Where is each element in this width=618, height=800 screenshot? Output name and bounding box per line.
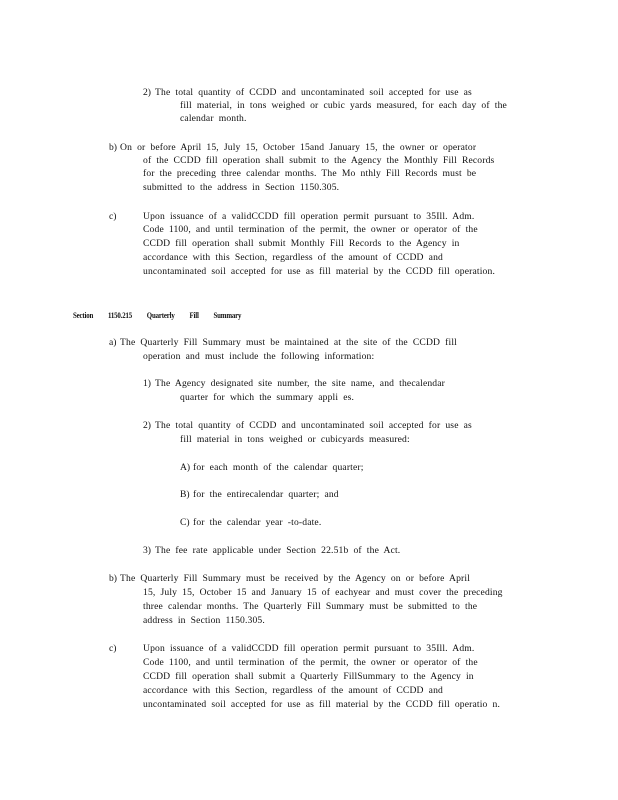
paragraph-line: three calendar months. The Quarterly Fill Summary must be submitted to the	[143, 601, 478, 612]
item-label: 2)	[143, 420, 151, 431]
paragraph-line: for the calendar year -to-date.	[193, 517, 322, 528]
section-title-word: Quarterly	[146, 311, 175, 320]
paragraph-line: accordance with this Section, regardless of the amount of CCDD and	[143, 252, 443, 263]
paragraph-line: quarter for which the summary appli es.	[180, 392, 355, 403]
paragraph-line: CCDD fill operation shall submit a Quarterly FillSummary to the Agency in	[143, 671, 474, 682]
item-label: A)	[180, 462, 191, 473]
paragraph-line: uncontaminated soil accepted for use as fill material by the CCDD fill operatio n.	[143, 699, 501, 710]
paragraph-line: 15, July 15, October 15 and January 15 of eachyear and must cover the preceding	[143, 587, 503, 598]
paragraph-line: for the entirecalendar quarter; and	[193, 489, 339, 500]
paragraph-line: The fee rate applicable under Section 22.51b of the Act.	[155, 545, 401, 556]
section-title-word: Summary	[213, 311, 242, 320]
section-heading	[73, 309, 256, 323]
paragraph-line: uncontaminated soil accepted for use as fill material by the CCDD fill operation.	[143, 266, 495, 277]
item-label: c)	[109, 643, 117, 654]
section-number: 1150.215	[107, 311, 133, 320]
item-label: 2)	[143, 87, 151, 98]
paragraph-line: Code 1100, and until termination of the permit, the owner or operator of the	[143, 224, 478, 235]
paragraph-line: of the CCDD fill operation shall submit to the Agency the Monthly Fill Records	[143, 155, 495, 166]
paragraph-line: The Quarterly Fill Summary must be received by the Agency on or before April	[120, 573, 471, 584]
paragraph-line: The Agency designated site number, the site name, and thecalendar	[155, 378, 446, 389]
paragraph-line: On or before April 15, July 15, October 15and January 15, the owner or operator	[120, 142, 477, 153]
paragraph-line: The Quarterly Fill Summary must be maintained at the site of the CCDD fill	[120, 337, 457, 348]
item-label: C)	[180, 517, 190, 528]
paragraph-line: CCDD fill operation shall submit Monthly Fill Records to the Agency in	[143, 238, 460, 249]
paragraph-line: The total quantity of CCDD and uncontaminated soil accepted for use as	[155, 87, 472, 98]
section-word: Section	[73, 311, 94, 320]
item-label: b)	[109, 573, 117, 584]
item-label: 1)	[143, 378, 151, 389]
item-label: c)	[109, 211, 117, 222]
paragraph-line: fill material, in tons weighed or cubic yards measured, for each day of the	[180, 100, 507, 111]
paragraph-line: fill material in tons weighed or cubicyards measured:	[180, 434, 410, 445]
item-label: a)	[109, 337, 117, 348]
paragraph-line: The total quantity of CCDD and uncontaminated soil accepted for use as	[155, 420, 472, 431]
paragraph-line: Upon issuance of a validCCDD fill operation permit pursuant to 35Ill. Adm.	[143, 211, 475, 222]
paragraph-line: operation and must include the following information:	[143, 351, 375, 362]
paragraph-line: for each month of the calendar quarter;	[193, 462, 364, 473]
paragraph-line: Code 1100, and until termination of the permit, the owner or operator of the	[143, 657, 478, 668]
paragraph-line: address in Section 1150.305.	[143, 615, 265, 626]
item-label: B)	[180, 489, 190, 500]
paragraph-line: for the preceding three calendar months. The Mo nthly Fill Records must be	[143, 168, 477, 179]
paragraph-line: submitted to the address in Section 1150.305.	[143, 182, 340, 193]
paragraph-line: calendar month.	[180, 113, 247, 124]
item-label: b)	[109, 142, 117, 153]
item-label: 3)	[143, 545, 151, 556]
paragraph-line: Upon issuance of a validCCDD fill operation permit pursuant to 35Ill. Adm.	[143, 643, 475, 654]
section-title-word: Fill	[189, 311, 199, 320]
paragraph-line: accordance with this Section, regardless of the amount of CCDD and	[143, 685, 443, 696]
